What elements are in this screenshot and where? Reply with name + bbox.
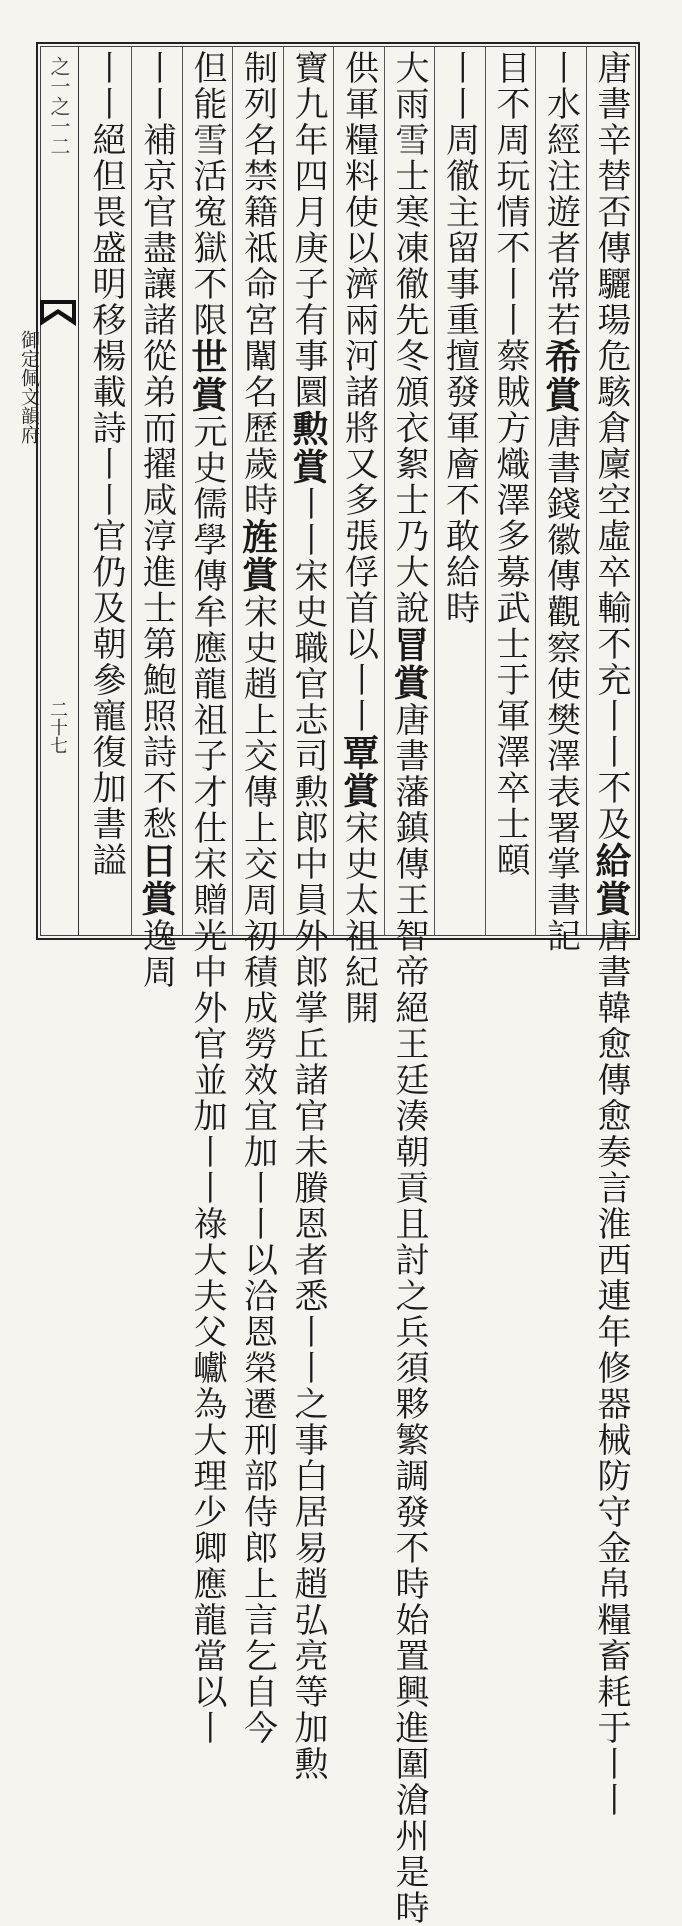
headword: 勲賞 (287, 410, 329, 486)
text-run: 修器械防守金帛糧畜耗于 (591, 1350, 631, 1746)
text-run: 丨丨補京官盡讓諸從弟而擢咸淳進士第鮑照詩不愁 (136, 50, 177, 842)
text-run: 觀察使樊澤表署掌書記 (540, 594, 581, 954)
margin-marks: 之一之一二 (47, 56, 71, 156)
headword: 日賞 (135, 842, 178, 918)
headword: 世賞 (186, 338, 228, 414)
text-run: 蔡賊方熾澤多募武士于軍澤卒士頤 (490, 338, 530, 878)
text-run: 祖紀開 (338, 918, 379, 1026)
column-rule (384, 46, 385, 936)
text-run: 大雨雪士寒凍徹先冬頒衣絮士乃大說 (389, 50, 429, 626)
text-run: 丘諸官未賸恩者悉丨丨之事白居易趙弘亮等加勲 (288, 1026, 328, 1782)
text-column (182, 50, 233, 1746)
column-rule (182, 46, 183, 936)
text-run: 丨丨 (591, 1746, 631, 1818)
text-run: 書謚 (86, 806, 126, 878)
text-run: 目不周玩情不丨丨 (490, 50, 530, 338)
text-run: 廩空虛卒輸不充 (591, 446, 631, 698)
text-run: 帝絕王廷湊朝貢且討之兵須夥繁調發不時始置 (389, 954, 429, 1674)
text-column (535, 50, 586, 954)
text-run: 逸周 (136, 918, 177, 990)
column-rule (485, 46, 486, 936)
text-run: 積成勞效宜加丨丨以洽恩榮 (237, 954, 278, 1386)
text-run: 但能雪活寃獄不限 (187, 50, 227, 338)
text-column (283, 50, 334, 1782)
text-columns (80, 50, 636, 1926)
text-column (586, 50, 637, 1818)
text-run: 宋史職官志司勲郎中員外郎掌 (288, 558, 328, 1026)
column-rule (283, 46, 284, 936)
text-run: 不及 (591, 770, 631, 842)
text-run: 丨丨 (288, 486, 328, 558)
text-run: 愈奏言淮西連年 (591, 1098, 631, 1350)
page-number: 二十七 (47, 700, 68, 754)
column-rule (131, 46, 132, 936)
text-run: 愈傳 (591, 1026, 631, 1098)
fish-tail-icon (38, 296, 78, 330)
text-run: 唐書藩鎮傳王智 (389, 702, 429, 954)
text-run: 丨丨絕但畏盛明移楊載詩丨丨官仍及朝參寵復加 (86, 50, 126, 806)
text-column (384, 50, 435, 1926)
text-column (232, 50, 283, 1746)
text-column (81, 50, 132, 930)
column-rule (232, 46, 233, 936)
text-run: 驪 (591, 266, 631, 302)
headword: 冒賞 (388, 626, 430, 702)
text-run: 丨丨 (591, 698, 631, 770)
text-run: 遷刑部侍郎上言乞自今 (237, 1386, 278, 1746)
book-title: 御定佩文韻府 (18, 330, 40, 444)
text-run: 徽傳 (540, 522, 581, 594)
text-column (434, 50, 485, 930)
text-run: 興進圍滄州是時 (389, 1674, 429, 1926)
text-run: 丨丨周徹主留事重擅發軍廥不敢給時 (439, 50, 480, 626)
column-rule (535, 46, 536, 936)
column-rule (434, 46, 435, 936)
text-run: 元史儒學傳牟應龍祖子才仕宋贈光 (187, 414, 227, 954)
text-run: 唐書韓 (591, 918, 631, 1026)
headword: 給賞 (590, 842, 632, 918)
text-run: 制列名禁籍祗命宮闈名歷歲時 (237, 50, 278, 518)
column-rule (333, 46, 334, 936)
column-rule (586, 46, 587, 936)
text-run: 宋史趙上交傳上交周初 (237, 594, 278, 954)
text-run: 瑒危駭倉 (591, 302, 631, 446)
text-run: 唐書錢 (540, 414, 581, 522)
headword: 旌賞 (236, 518, 279, 594)
text-run: 寶九年四月庚子有事圜 (288, 50, 328, 410)
headword: 希賞 (539, 338, 582, 414)
text-column (485, 50, 536, 930)
text-run: 中外官並加丨丨 (187, 954, 227, 1206)
text-column (131, 50, 182, 990)
text-run: 供軍糧料使以濟兩河諸將又多張俘首以丨丨 (338, 50, 379, 734)
text-run: 唐書辛替否傳 (591, 50, 631, 266)
margin-rule (78, 46, 79, 936)
text-run: 丨水經注遊者常若 (540, 50, 581, 338)
text-run: 祿大夫父巘為大理少卿應龍當以丨 (187, 1206, 227, 1746)
text-run: 宋史太 (338, 810, 379, 918)
text-column (333, 50, 384, 1026)
headword: 覃賞 (337, 734, 380, 810)
